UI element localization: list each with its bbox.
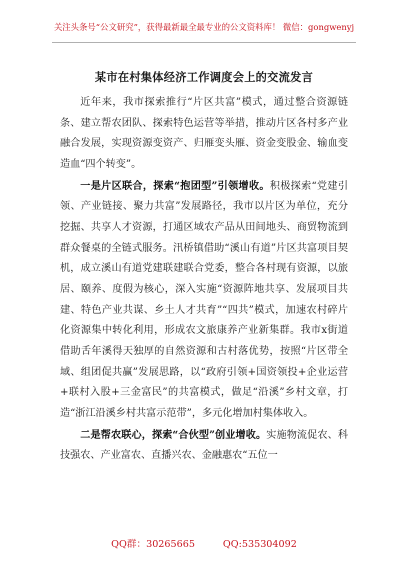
- section-2-text: 实施物流促农、科技强农、产业富农、直播兴农、金融惠农“五位一: [60, 429, 349, 462]
- promo-banner: 关注头条号“公文研究”，获得最新最全最专业的公文资料库！ 微信：gongwenyj: [53, 22, 355, 32]
- section-1-text: 积极探索“党建引领、产业链接、聚力共富”发展路径，我市以片区为单位，充分挖掘、共享人才资源，打通区域农产品从田间地头、商贸物流到群众餐桌的全链式服务。汛桥镇借助“溪山有道”片区共富项目契机，成立溪山有道党建联建联合党委，整合各村现有资源，以旅居、颐养、度假为核心，深入实施“资源阵地共享、发展项目共建、特色产业共谋、乡土人才共育”“四共”模式，加速农村碎片化资源集中转化利用，形成农文旅康养产业新集群。我市x街道借助舌年溪得天独厚的自然资源和古村落优势，按照“片区带全域、组团促共赢”发展思路，以“政府引领+国资领投+企业运营+联村入股+三金富民”的共富模式，做足“沿溪”乡村文章，打造“浙江沿溪乡村共富示范带”，多元化增加村集体收入。: [60, 180, 348, 419]
- document-title: 某市在村集体经济工作调度会上的交流发言: [94, 70, 314, 84]
- header-divider: [52, 42, 356, 43]
- intro-paragraph: 近年来，我市探索推行“片区共富”模式，通过整合资源链条、建立帮农团队、探索特色运营等举措，推动片区各村多产业融合发展，实现资源变资产、归雁变头雁、资金变股金、输血变造血“四个转变”。: [60, 97, 348, 170]
- section-1-heading: 一是片区联合，探索“抱团型”引领增收。: [80, 179, 270, 192]
- section-2-paragraph: [60, 425, 348, 467]
- contact-footer: [0, 536, 408, 550]
- section-1-paragraph: [60, 176, 348, 425]
- qq-contact-label: QQ:535304092: [222, 539, 297, 550]
- qq-group-label: QQ群：30265665: [111, 539, 195, 550]
- section-2-heading: 二是帮农联心，探索“合伙型”创业增收。: [80, 428, 267, 441]
- document-body: [60, 93, 348, 467]
